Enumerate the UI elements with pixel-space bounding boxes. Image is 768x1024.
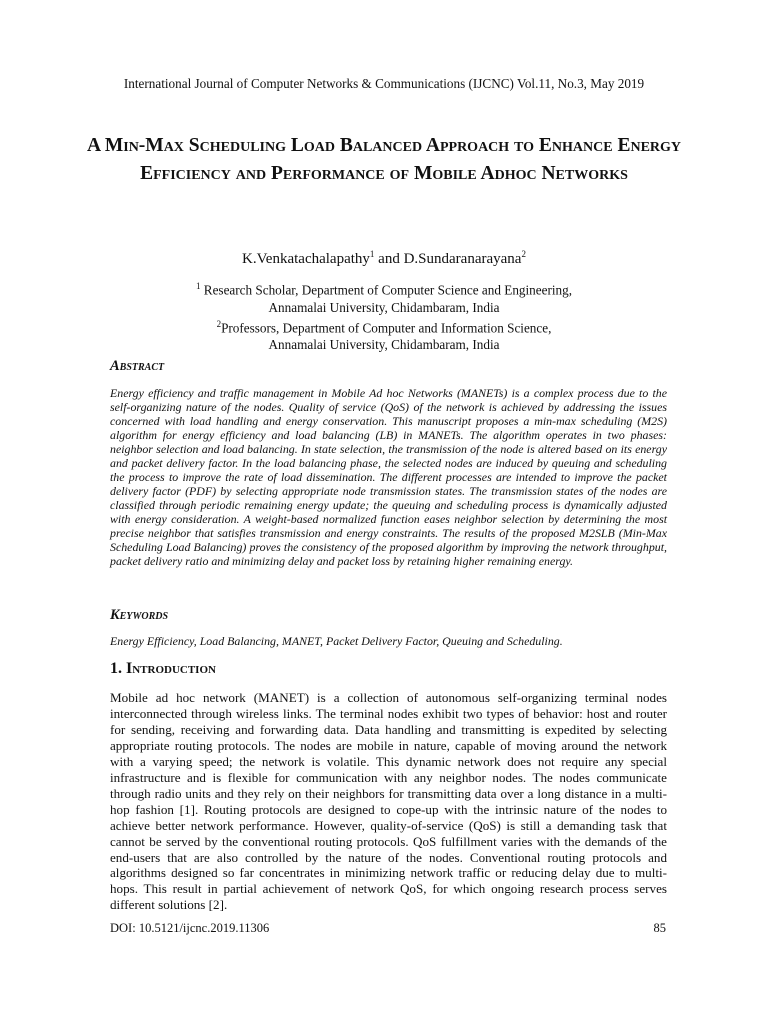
author-line	[0, 249, 768, 268]
author-conjunction: and	[374, 251, 404, 267]
affiliation-line	[0, 316, 768, 337]
affiliation-line	[0, 278, 768, 299]
affiliation-line: Annamalai University, Chidambaram, India	[268, 337, 500, 353]
affiliation-text: Research Scholar, Department of Computer Science and Engineering,	[203, 282, 573, 298]
affiliation-line: Annamalai University, Chidambaram, India	[268, 299, 500, 315]
introduction-heading: 1. Introduction	[110, 660, 216, 677]
abstract-body: Energy efficiency and traffic management in Mobile Ad hoc Networks (MANETs) is a complex process due to the self-organizing nature of the nodes. Quality of service (QoS) of the network is achieved by addressing the issues concerned with load handling and energy conservation. This manuscript proposes a min-max scheduling (M2S) algorithm for energy efficiency and load balancing (LB) in MANETs. The algorithm operates in two phases: neighbor selection and load balancing. In state selection, the transmission of the node is altered based on its energy and packet delivery factor. In the load balancing phase, the selected nodes are induced by queuing and scheduling the process to improve the rate of load dissemination. The different processes are intended to improve the packet delivery factor (PDF) by selecting appropriate node transmission states. The transmission states of the nodes are classified through periodic remaining energy update; the queuing and scheduling process is dynamically adjusted with energy consideration. A weight-based normalized function eases neighbor selection by determining the most precise neighbor that satisfies transmission and energy constraints. The results of the proposed M2SLB (Min-Max Scheduling Load Balancing) proves the consistency of the proposed algorithm by improving the network throughput, packet delivery ratio and minimizing delay and packet loss by retaining higher remaining energy.	[110, 386, 667, 568]
affiliation-text: Professors, Department of Computer and Information Science,	[221, 320, 552, 336]
affiliation-mark: 2	[216, 318, 222, 329]
paper-title: A Min-Max Scheduling Load Balanced Approach to Enhance Energy Efficiency and Performance of Mobile Adhoc Networks	[86, 135, 682, 184]
keywords-heading: Keywords	[110, 607, 169, 623]
author-affiliation-mark: 1	[369, 249, 375, 259]
keywords-body: Energy Efficiency, Load Balancing, MANET, Packet Delivery Factor, Queuing and Scheduling.	[110, 634, 563, 648]
abstract-heading: Abstract	[110, 358, 165, 374]
introduction-body: Mobile ad hoc network (MANET) is a collection of autonomous self-organizing terminal nodes interconnected through wireless links. The terminal nodes exhibit two types of behavior: host and router for sending, receiving and forwarding data. Data handling and transmitting is expedited by selecting appropriate routing protocols. The nodes are mobile in nature, capable of moving around the network with a varying speed; the network is volatile. This dynamic network does not require any special infrastructure and is flexible for communication with any neighbor nodes. The nodes communicate through radio units and they rely on their neighbors for transmitting data over a long distance in a multi-hop fashion [1]. Routing protocols are designed to cope-up with the intrinsic nature of the nodes to achieve better network performance. However, quality-of-service (QoS) is still a demanding task that cannot be served by the conventional routing protocols. QoS fulfillment varies with the demands of the end-users that are also controlled by the nature of the nodes. Conventional routing protocols and algorithms designed so far concentrates in minimizing network traffic or reducing delay due to multi-hops. This result in partial achievement of network QoS, for which ongoing research process serves different solutions [2].	[110, 690, 667, 913]
author-name: K.Venkatachalapathy	[242, 251, 370, 267]
author-affiliation-mark: 2	[521, 249, 526, 259]
doi-footer: DOI: 10.5121/ijcnc.2019.11306	[110, 921, 270, 935]
author-name: D.Sundaranarayana	[403, 251, 522, 267]
affiliations	[0, 278, 768, 354]
page-number: 85	[653, 921, 666, 935]
affiliation-mark: 1	[195, 281, 201, 291]
journal-header: International Journal of Computer Networks & Communications (IJCNC) Vol.11, No.3, May 2019	[123, 76, 645, 91]
